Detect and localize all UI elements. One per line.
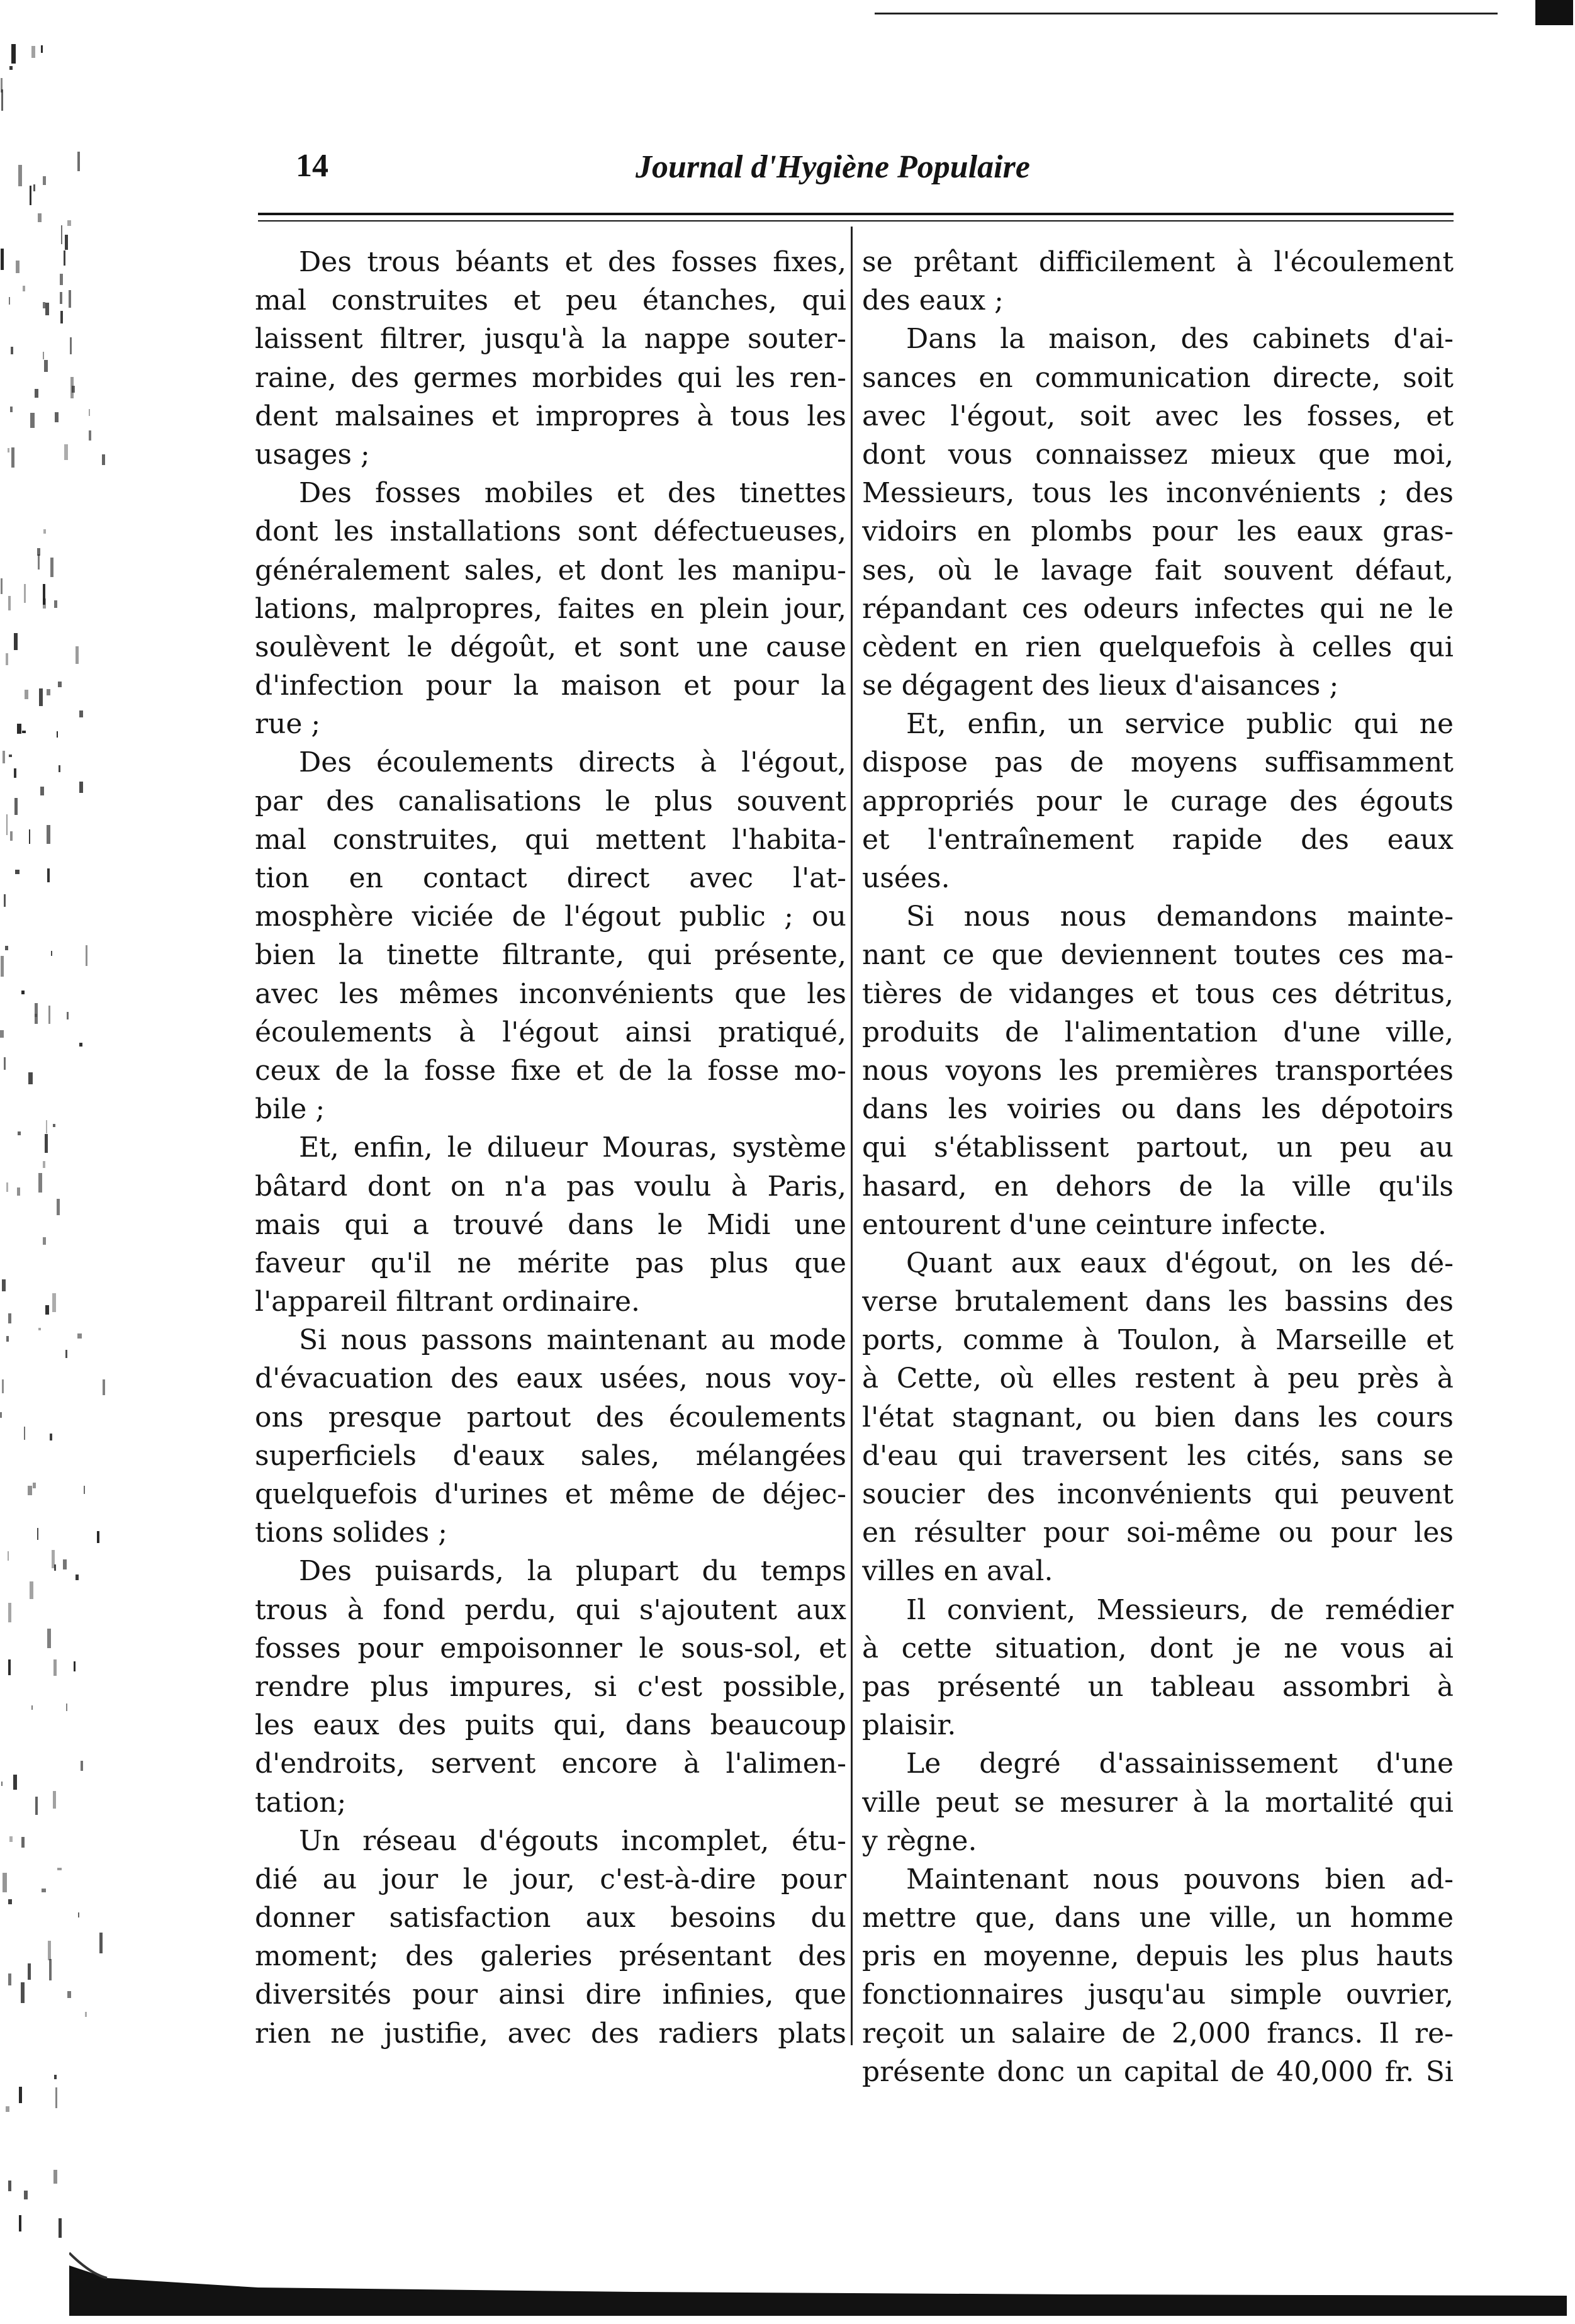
text-line: rendre plus impures, si c'est possible, (255, 1670, 846, 1703)
text-line: des eaux ; (862, 284, 1004, 317)
text-line: présente donc un capital de 40,000 fr. Si (862, 2055, 1454, 2088)
text-line: Le degré d'assainissement d'une (906, 1748, 1454, 1780)
text-line: d'infection pour la maison et pour la (255, 670, 846, 702)
text-line: appropriés pour le curage des égouts (862, 785, 1454, 817)
text-line: moment; des galeries présentant des (255, 1940, 846, 1973)
header-rule (258, 213, 1454, 222)
text-line: Dans la maison, des cabinets d'ai- (906, 323, 1454, 356)
text-line: mal construites et peu étanches, qui (255, 284, 846, 317)
text-line: nant ce que deviennent toutes ces ma- (862, 939, 1454, 972)
text-line: vidoirs en plombs pour les eaux gras- (862, 515, 1454, 548)
text-line: se dégagent des lieux d'aisances ; (862, 670, 1339, 702)
text-line: Des écoulements directs à l'égout, (299, 746, 846, 779)
page-number: 14 (296, 148, 328, 184)
text-line: Maintenant nous pouvons bien ad- (906, 1863, 1454, 1895)
text-line: usées. (862, 862, 950, 894)
text-line: Si nous passons maintenant au mode (299, 1324, 846, 1357)
text-line: fonctionnaires jusqu'au simple ouvrier, (862, 1979, 1454, 2011)
text-line: soulèvent le dégoût, et sont une cause (255, 631, 846, 663)
text-line: dans les voiries ou dans les dépotoirs (862, 1093, 1454, 1126)
text-line: soucier des inconvénients qui peuvent (862, 1478, 1454, 1510)
text-line: bien la tinette filtrante, qui présente, (255, 939, 846, 972)
text-line: reçoit un salaire de 2,000 francs. Il re- (862, 2017, 1454, 2050)
text-line: ports, comme à Toulon, à Marseille et (862, 1324, 1454, 1357)
running-title: Journal d'Hygiène Populaire (636, 149, 1030, 185)
text-line: répandant ces odeurs infectes qui ne le (862, 592, 1454, 625)
scan-bottom-edge-artifact (69, 2240, 1567, 2316)
text-line: dont vous connaissez mieux que moi, (862, 438, 1454, 471)
text-line: Si nous nous demandons mainte- (906, 901, 1454, 933)
text-line: à cette situation, dont je ne vous ai (862, 1632, 1454, 1664)
text-line: entourent d'une ceinture infecte. (862, 1208, 1327, 1241)
text-line: tières de vidanges et tous ces détritus, (862, 977, 1454, 1010)
text-line: d'évacuation des eaux usées, nous voy- (255, 1362, 846, 1395)
text-line: superficiels d'eaux sales, mélangées (255, 1439, 846, 1472)
text-line: avec l'égout, soit avec les fosses, et (862, 400, 1454, 432)
text-line: villes en aval. (862, 1555, 1053, 1588)
text-line: produits de l'alimentation d'une ville, (862, 1016, 1454, 1048)
text-line: tions solides ; (255, 1517, 447, 1549)
text-line: laissent filtrer, jusqu'à la nappe souter- (255, 323, 846, 356)
text-line: pas présenté un tableau assombri à (862, 1670, 1454, 1703)
text-line: mais qui a trouvé dans le Midi une (255, 1208, 846, 1241)
text-line: mettre que, dans une ville, un homme (862, 1902, 1454, 1934)
text-line: plaisir. (862, 1709, 956, 1742)
text-line: lations, malpropres, faites en plein jour, (255, 592, 846, 625)
text-line: Et, enfin, un service public qui ne (906, 708, 1454, 741)
text-line: dent malsaines et impropres à tous les (255, 400, 846, 432)
text-line: dispose pas de moyens suffisamment (862, 746, 1454, 779)
left-column (255, 243, 846, 2049)
text-line: Et, enfin, le dilueur Mouras, système (299, 1131, 846, 1164)
text-line: bile ; (255, 1093, 325, 1126)
text-line: par des canalisations le plus souvent (255, 785, 846, 817)
text-line: raine, des germes morbides qui les ren- (255, 361, 846, 394)
text-line: tation; (255, 1786, 347, 1819)
text-line: Des fosses mobiles et des tinettes (299, 477, 846, 510)
text-line: quelquefois d'urines et même de déjec- (255, 1478, 846, 1510)
text-line: dié au jour le jour, c'est-à-dire pour (255, 1863, 846, 1895)
text-line: ons presque partout des écoulements (255, 1401, 846, 1434)
text-line: mosphère viciée de l'égout public ; ou (255, 901, 846, 933)
text-line: dont les installations sont défectueuses, (255, 515, 846, 548)
right-column (862, 243, 1454, 2088)
text-line: Des trous béants et des fosses fixes, (299, 246, 846, 278)
text-line: Un réseau d'égouts incomplet, étu- (299, 1824, 846, 1857)
text-line: sances en communication directe, soit (862, 361, 1454, 394)
text-line: généralement sales, et dont les manipu- (255, 554, 846, 587)
text-line: les eaux des puits qui, dans beaucoup (255, 1709, 846, 1742)
text-line: usages ; (255, 438, 370, 471)
text-line: écoulements à l'égout ainsi pratiqué, (255, 1016, 846, 1048)
text-line: cèdent en rien quelquefois à celles qui (862, 631, 1454, 663)
text-line: donner satisfaction aux besoins du (255, 1902, 846, 1934)
text-line: fosses pour empoisonner le sous-sol, et (255, 1632, 846, 1664)
text-line: pris en moyenne, depuis les plus hauts (862, 1940, 1454, 1973)
text-line: ses, où le lavage fait souvent défaut, (862, 554, 1454, 587)
text-line: nous voyons les premières transportées (862, 1054, 1454, 1087)
scan-top-rule-artifact (875, 0, 1573, 25)
text-line: ceux de la fosse fixe et de la fosse mo- (255, 1054, 846, 1087)
text-line: tion en contact direct avec l'at- (255, 862, 846, 894)
text-line: faveur qu'il ne mérite pas plus que (255, 1247, 846, 1279)
text-line: Messieurs, tous les inconvénients ; des (862, 477, 1454, 510)
text-line: l'état stagnant, ou bien dans les cours (862, 1401, 1454, 1434)
text-line: diversités pour ainsi dire infinies, que (255, 1979, 846, 2011)
text-line: en résulter pour soi-même ou pour les (862, 1517, 1454, 1549)
text-line: qui s'établissent partout, un peu au (862, 1131, 1454, 1164)
text-line: mal construites, qui mettent l'habita- (255, 823, 846, 856)
text-line: trous à fond perdu, qui s'ajoutent aux (255, 1593, 846, 1626)
text-line: ville peut se mesurer à la mortalité qui (862, 1786, 1454, 1819)
text-line: l'appareil filtrant ordinaire. (255, 1286, 641, 1318)
text-line: avec les mêmes inconvénients que les (255, 977, 846, 1010)
text-line: rien ne justifie, avec des radiers plats (255, 2017, 846, 2050)
column-divider (851, 227, 853, 2045)
text-line: verse brutalement dans les bassins des (862, 1286, 1454, 1318)
text-line: à Cette, où elles restent à peu près à (862, 1362, 1454, 1395)
text-line: Des puisards, la plupart du temps (299, 1555, 846, 1588)
text-line: d'eau qui traversent les cités, sans se (862, 1439, 1454, 1472)
page-header (296, 150, 1435, 200)
text-line: y règne. (862, 1824, 977, 1857)
text-line: bâtard dont on n'a pas voulu à Paris, (255, 1170, 846, 1203)
text-line: Quant aux eaux d'égout, on les dé- (906, 1247, 1454, 1279)
text-line: rue ; (255, 708, 321, 741)
text-line: Il convient, Messieurs, de remédier (906, 1593, 1454, 1626)
text-line: se prêtant difficilement à l'écoulement (862, 246, 1454, 278)
text-line: d'endroits, servent encore à l'alimen- (255, 1748, 846, 1780)
text-line: et l'entraînement rapide des eaux (862, 823, 1454, 856)
scan-edge-artifact (0, 38, 126, 2297)
text-line: hasard, en dehors de la ville qu'ils (862, 1170, 1454, 1203)
